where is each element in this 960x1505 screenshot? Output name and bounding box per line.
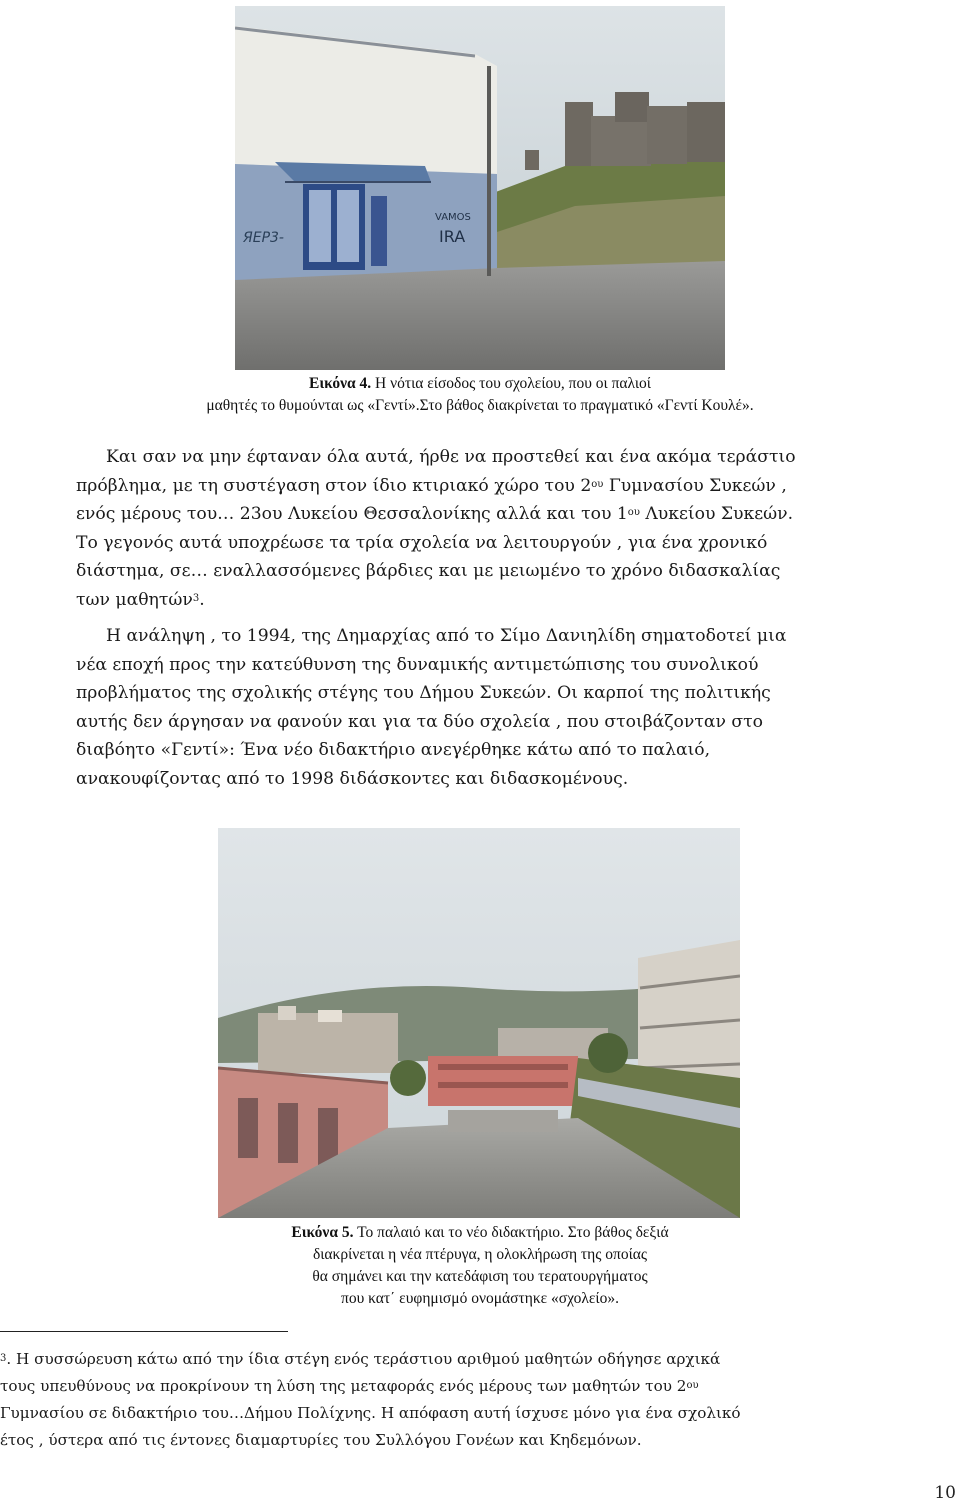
p1-line-4: Το γεγονός αυτά υποχρέωσε τα τρία σχολεία να λειτουργούν , για ένα χρονικό xyxy=(76,532,768,553)
body-paragraph-2 xyxy=(76,622,956,793)
figure-5-caption-line3: θα σημάνει και την κατεδάφιση του τερατουργήματος xyxy=(312,1268,648,1285)
p1-line-6: των μαθητών$^3$. xyxy=(76,589,205,610)
graffiti-text-2: IRA xyxy=(439,227,466,246)
p1-line-5: διάστημα, σε… εναλλασσόμενες βάρδιες και με μειωμένο το χρόνο διδασκαλίας xyxy=(76,561,781,581)
footnote-separator xyxy=(0,1331,288,1332)
footnote-line-2: τους υπευθύνους να προκρίνουν τη λύση της μεταφοράς ενός μέρους των μαθητών του $2^{o\upsilon}$ xyxy=(0,1377,699,1395)
figure-4-caption xyxy=(60,373,900,417)
p1-line-1: Και σαν να μην έφταναν όλα αυτά, ήρθε να προστεθεί και ένα ακόμα τεράστιο xyxy=(106,447,796,467)
graffiti-text-1: VAMOS xyxy=(435,212,471,223)
p2-line-4: αυτής δεν άργησαν να φανούν και για τα δύο σχολεία , που στοιβάζονταν στο xyxy=(76,711,763,732)
p2-line-2: νέα εποχή προς την κατεύθυνση της δυναμικής αντιμετώπισης του συνολικού xyxy=(76,654,759,675)
figure-4-photo xyxy=(235,6,725,370)
footnote-line-3: Γυμνασίου σε διδακτήριο του…Δήμου Πολίχνης. Η απόφαση αυτή ίσχυσε μόνο για ένα σχολικό xyxy=(0,1404,741,1422)
p1-line-2: πρόβλημα, με τη συστέγαση στον ίδιο κτιριακό χώρο του $2^{o\upsilon}$ Γυμνασίου Συκεών , xyxy=(76,475,787,496)
footnote-line-1: $^3$. Η συσσώρευση κάτω από την ίδια στέγη ενός τεράστιου αριθμού μαθητών οδήγησε αρχικά xyxy=(0,1350,721,1368)
svg-text:ЯЕР3-: ЯЕР3- xyxy=(243,230,284,246)
p1-line-3: ενός μέρους του… 23ου Λυκείου Θεσσαλονίκης αλλά και του $1^{o\upsilon}$ Λυκείου Συκεών. xyxy=(76,504,794,524)
footnote-marker: 3 xyxy=(0,1353,7,1364)
p2-line-6: ανακουφίζοντας από το 1998 διδάσκοντες και διδασκομένους. xyxy=(76,768,629,789)
footnote-3 xyxy=(0,1346,960,1454)
page-number: 10 xyxy=(934,1483,956,1503)
figure-5-caption-line4: που κατ΄ ευφημισμό ονομάστηκε «σχολείο». xyxy=(341,1290,619,1307)
p2-line-5: διαβόητο «Γεντί»: Ένα νέο διδακτήριο ανεγέρθηκε κάτω από το παλαιό, xyxy=(76,740,711,760)
figure-5-caption-line2: διακρίνεται η νέα πτέρυγα, η ολοκλήρωση της οποίας xyxy=(312,1246,648,1263)
body-paragraph-1 xyxy=(76,443,956,614)
figure-4-caption-line1: Εικόνα 4. Η νότια είσοδος του σχολείου, που οι παλιοί xyxy=(309,375,651,392)
figure-5-photo xyxy=(218,828,740,1218)
figure-4-label: Εικόνα 4. xyxy=(309,375,372,392)
p2-line-1: Η ανάληψη , το 1994, της Δημαρχίας από το Σίμο Δανιηλίδη σηματοδοτεί μια xyxy=(106,626,787,646)
footnote-line-4: έτος , ύστερα από τις έντονες διαμαρτυρίες του Συλλόγου Γονέων και Κηδεμόνων. xyxy=(0,1431,642,1449)
footnote-ref-3[interactable]: 3 xyxy=(192,592,200,604)
p2-line-3: προβλήματος της σχολικής στέγης του Δήμου Συκεών. Οι καρποί της πολιτικής xyxy=(76,683,771,703)
figure-4-caption-line2: μαθητές το θυμούνται ως «Γεντί».Στο βάθος διακρίνεται το πραγματικό «Γεντί Κουλέ». xyxy=(206,397,754,414)
figure-5-caption xyxy=(160,1222,800,1310)
figure-5-label: Εικόνα 5. xyxy=(291,1224,354,1241)
figure-5-caption-line1: Εικόνα 5. Το παλαιό και το νέο διδακτήριο. Στο βάθος δεξιά xyxy=(291,1224,669,1241)
